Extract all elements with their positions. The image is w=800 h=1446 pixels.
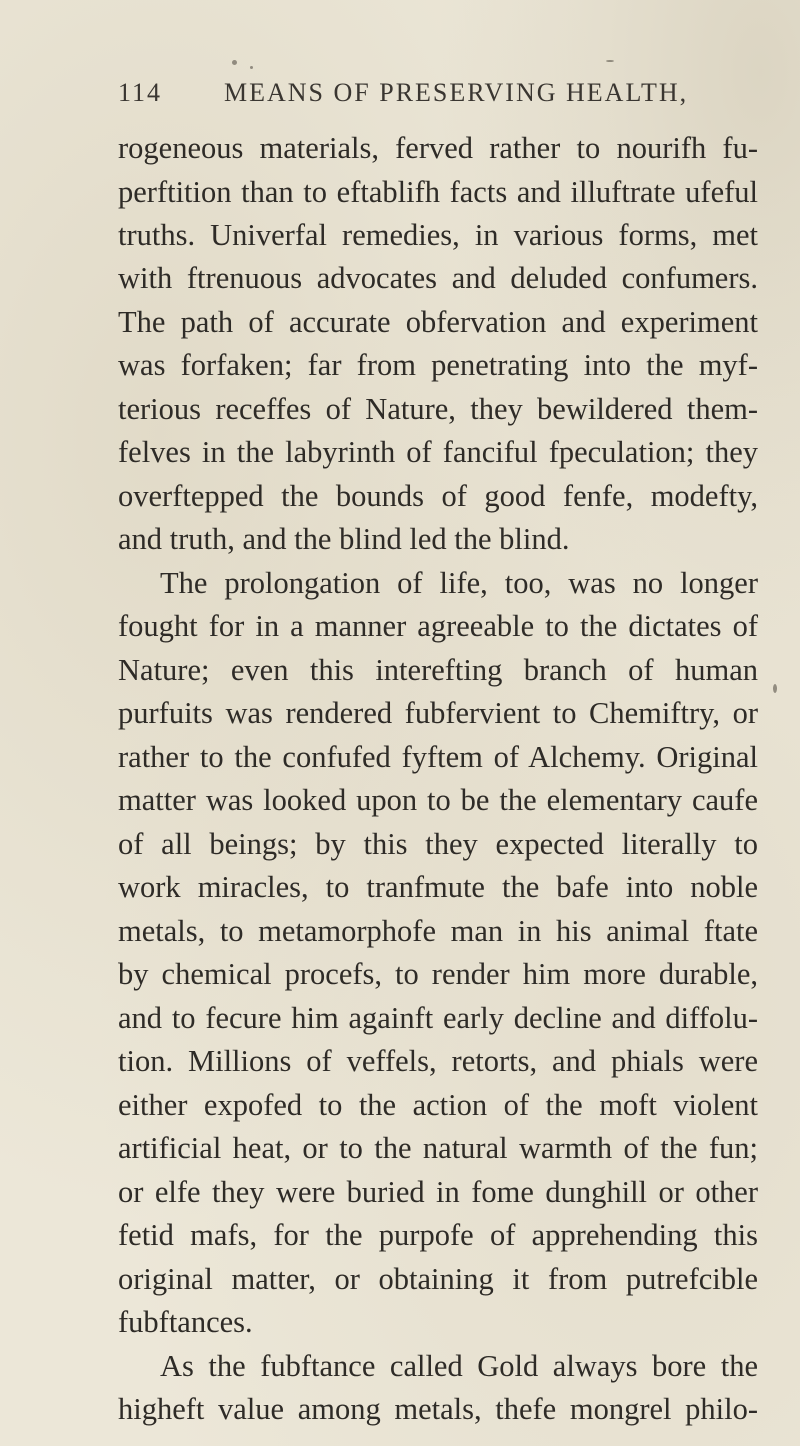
text-line: with ftrenuous advocates and deluded confumers. xyxy=(118,261,758,295)
text-line: rogeneous materials, ferved rather to nourifh fu- xyxy=(118,131,758,165)
text-line: truths. Univerfal remedies, in various forms, met xyxy=(118,218,758,252)
text-line: As the fubftance called Gold always bore the xyxy=(160,1349,758,1383)
text-line: Nature; even this interefting branch of human xyxy=(118,653,758,687)
text-line: of all beings; by this they expected literally to xyxy=(118,827,758,861)
running-title: MEANS OF PRESERVING HEALTH, xyxy=(224,78,689,107)
text-line: fubftances. xyxy=(118,1305,253,1339)
running-head xyxy=(118,78,689,118)
page-number: 114 xyxy=(118,78,163,107)
text-line: purfuits was rendered fubfervient to Chemiftry, or xyxy=(118,696,758,730)
text-line: matter was looked upon to be the elementary caufe xyxy=(118,783,758,817)
text-line: fought for in a manner agreeable to the dictates of xyxy=(118,609,758,643)
text-line: fetid mafs, for the purpofe of apprehending this xyxy=(118,1218,758,1252)
text-line: overftepped the bounds of good fenfe, modefty, xyxy=(118,479,758,513)
paper-speck xyxy=(773,684,777,693)
text-line: either expofed to the action of the moft violent xyxy=(118,1088,758,1122)
text-line: work miracles, to tranfmute the bafe into noble xyxy=(118,870,758,904)
text-line: original matter, or obtaining it from putrefcible xyxy=(118,1262,758,1296)
paper-speck xyxy=(232,60,237,65)
text-line: tion. Millions of veffels, retorts, and phials were xyxy=(118,1044,758,1078)
text-line: rather to the confufed fyftem of Alchemy. Original xyxy=(118,740,758,774)
text-line: or elfe they were buried in fome dunghill or other xyxy=(118,1175,758,1209)
text-line: The prolongation of life, too, was no longer xyxy=(160,566,758,600)
text-line: by chemical procefs, to render him more durable, xyxy=(118,957,758,991)
text-line: higheft value among metals, thefe mongrel philo- xyxy=(118,1392,758,1426)
text-line: and to fecure him againft early decline and diffolu- xyxy=(118,1001,758,1035)
text-line: felves in the labyrinth of fanciful fpeculation; they xyxy=(118,435,758,469)
paper-speck xyxy=(606,60,614,62)
text-line: The path of accurate obfervation and experiment xyxy=(118,305,758,339)
text-line: was forfaken; far from penetrating into the myf- xyxy=(118,348,758,382)
text-line: and truth, and the blind led the blind. xyxy=(118,522,570,556)
text-line: terious receffes of Nature, they bewildered them- xyxy=(118,392,758,426)
text-line: metals, to metamorphofe man in his animal ftate xyxy=(118,914,758,948)
text-line: perftition than to eftablifh facts and illuftrate ufeful xyxy=(118,175,758,209)
text-line: artificial heat, or to the natural warmth of the fun; xyxy=(118,1131,758,1165)
paper-speck xyxy=(250,66,253,69)
